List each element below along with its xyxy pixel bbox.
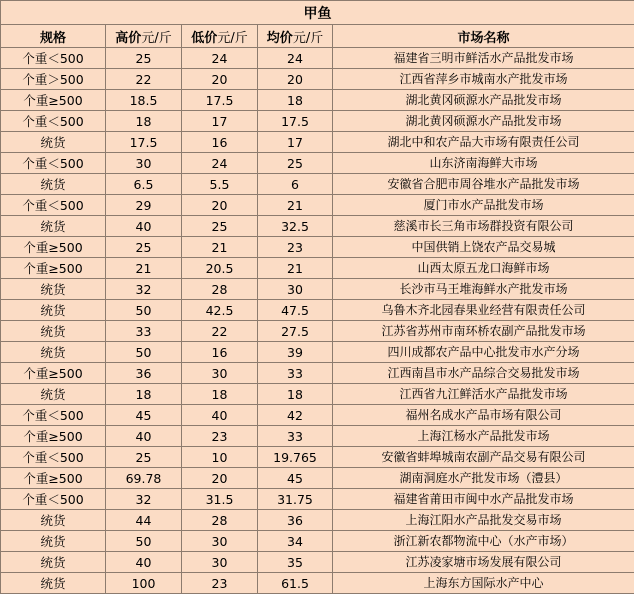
header-spec-label: 规格 [40,31,66,46]
high-price-cell: 29 [106,195,182,216]
high-price-cell: 45 [106,405,182,426]
spec-cell: 个重＜500 [1,111,106,132]
spec-cell: 统货 [1,531,106,552]
high-price-cell: 17.5 [106,132,182,153]
header-low-unit: 元/斤 [217,31,247,46]
low-price-cell: 25 [182,216,258,237]
header-avg-price [258,25,333,48]
high-price-cell: 69.78 [106,468,182,489]
spec-cell: 个重≥500 [1,468,106,489]
low-price-cell: 20.5 [182,258,258,279]
market-cell: 福建省莆田市闽中水产品批发市场 [333,489,634,510]
spec-cell: 个重≥500 [1,258,106,279]
high-price-cell: 44 [106,510,182,531]
avg-price-cell: 47.5 [258,300,333,321]
table-row [1,90,634,111]
avg-price-cell: 45 [258,468,333,489]
avg-price-cell: 31.75 [258,489,333,510]
avg-price-cell: 6 [258,174,333,195]
low-price-cell: 24 [182,48,258,69]
high-price-cell: 22 [106,69,182,90]
table-body [1,48,634,594]
high-price-cell: 6.5 [106,174,182,195]
table-row [1,552,634,573]
market-cell: 上海江杨水产品批发市场 [333,426,634,447]
spec-cell: 个重≥500 [1,363,106,384]
market-cell: 厦门市水产品批发市场 [333,195,634,216]
header-row [1,25,634,48]
high-price-cell: 100 [106,573,182,594]
avg-price-cell: 23 [258,237,333,258]
spec-cell: 统货 [1,300,106,321]
avg-price-cell: 17.5 [258,111,333,132]
avg-price-cell: 18 [258,90,333,111]
market-cell: 江西省萍乡市城南水产批发市场 [333,69,634,90]
table-row [1,573,634,594]
market-cell: 江西南昌市水产品综合交易批发市场 [333,363,634,384]
market-cell: 上海东方国际水产中心 [333,573,634,594]
market-cell: 山东济南海鲜大市场 [333,153,634,174]
high-price-cell: 25 [106,237,182,258]
avg-price-cell: 33 [258,363,333,384]
spec-cell: 个重＜500 [1,48,106,69]
high-price-cell: 33 [106,321,182,342]
header-market-label: 市场名称 [458,31,510,46]
spec-cell: 统货 [1,216,106,237]
table-row [1,153,634,174]
market-cell: 江苏凌家塘市场发展有限公司 [333,552,634,573]
market-cell: 长沙市马王堆海鲜水产批发市场 [333,279,634,300]
market-cell: 四川成都农产品中心批发市水产分场 [333,342,634,363]
high-price-cell: 18 [106,384,182,405]
header-avg-unit: 元/斤 [293,31,323,46]
table-row [1,111,634,132]
market-cell: 湖北黄冈硕源水产品批发市场 [333,111,634,132]
market-cell: 上海江阳水产品批发交易市场 [333,510,634,531]
high-price-cell: 40 [106,552,182,573]
table-row [1,321,634,342]
table-row [1,447,634,468]
spec-cell: 统货 [1,384,106,405]
market-cell: 湖北中和农产品大市场有限责任公司 [333,132,634,153]
market-cell: 福建省三明市鲜活水产品批发市场 [333,48,634,69]
avg-price-cell: 42 [258,405,333,426]
spec-cell: 个重≥500 [1,237,106,258]
spec-cell: 个重＜500 [1,489,106,510]
table-row [1,363,634,384]
market-cell: 江西省九江鲜活水产品批发市场 [333,384,634,405]
high-price-cell: 50 [106,342,182,363]
table-row [1,48,634,69]
low-price-cell: 28 [182,279,258,300]
spec-cell: 统货 [1,279,106,300]
high-price-cell: 25 [106,447,182,468]
low-price-cell: 23 [182,573,258,594]
market-cell: 慈溪市长三角市场群投资有限公司 [333,216,634,237]
avg-price-cell: 33 [258,426,333,447]
low-price-cell: 21 [182,237,258,258]
table-row [1,426,634,447]
low-price-cell: 20 [182,195,258,216]
spec-cell: 个重＜500 [1,153,106,174]
market-cell: 江苏省苏州市南环桥农副产品批发市场 [333,321,634,342]
avg-price-cell: 18 [258,384,333,405]
table-row [1,216,634,237]
table-row [1,489,634,510]
low-price-cell: 30 [182,531,258,552]
high-price-cell: 32 [106,489,182,510]
spec-cell: 统货 [1,552,106,573]
table-row [1,237,634,258]
spec-cell: 个重＞500 [1,69,106,90]
table-row [1,510,634,531]
market-cell: 乌鲁木齐北园春果业经营有限责任公司 [333,300,634,321]
high-price-cell: 25 [106,48,182,69]
low-price-cell: 24 [182,153,258,174]
low-price-cell: 23 [182,426,258,447]
header-low-label: 低价 [191,31,217,46]
title-row [1,1,634,25]
header-spec [1,25,106,48]
spec-cell: 个重＜500 [1,195,106,216]
low-price-cell: 18 [182,384,258,405]
low-price-cell: 30 [182,363,258,384]
low-price-cell: 16 [182,342,258,363]
high-price-cell: 18 [106,111,182,132]
spec-cell: 个重＜500 [1,405,106,426]
spec-cell: 个重≥500 [1,426,106,447]
table-row [1,300,634,321]
table-title: 甲鱼 [1,1,634,25]
table-row [1,384,634,405]
header-high-label: 高价 [115,31,141,46]
market-cell: 安徽省蚌埠城南农副产品交易有限公司 [333,447,634,468]
spec-cell: 统货 [1,342,106,363]
high-price-cell: 40 [106,426,182,447]
table-row [1,69,634,90]
table-row [1,279,634,300]
avg-price-cell: 61.5 [258,573,333,594]
spec-cell: 统货 [1,573,106,594]
avg-price-cell: 32.5 [258,216,333,237]
low-price-cell: 31.5 [182,489,258,510]
market-cell: 中国供销上饶农产品交易城 [333,237,634,258]
table-row [1,132,634,153]
avg-price-cell: 30 [258,279,333,300]
low-price-cell: 16 [182,132,258,153]
spec-cell: 统货 [1,132,106,153]
header-avg-label: 均价 [267,31,293,46]
avg-price-cell: 17 [258,132,333,153]
high-price-cell: 40 [106,216,182,237]
header-low-price [182,25,258,48]
table-row [1,195,634,216]
table-row [1,174,634,195]
table-row [1,531,634,552]
spec-cell: 个重≥500 [1,90,106,111]
low-price-cell: 28 [182,510,258,531]
high-price-cell: 21 [106,258,182,279]
spec-cell: 统货 [1,321,106,342]
low-price-cell: 20 [182,468,258,489]
avg-price-cell: 21 [258,195,333,216]
market-cell: 福州名成水产品市场有限公司 [333,405,634,426]
table-row [1,468,634,489]
market-cell: 浙江新农都物流中心（水产市场） [333,531,634,552]
avg-price-cell: 25 [258,153,333,174]
table-row [1,342,634,363]
market-cell: 湖南洞庭水产批发市场（澧县） [333,468,634,489]
spec-cell: 个重＜500 [1,447,106,468]
avg-price-cell: 34 [258,531,333,552]
market-cell: 湖北黄冈硕源水产品批发市场 [333,90,634,111]
low-price-cell: 40 [182,405,258,426]
high-price-cell: 50 [106,300,182,321]
low-price-cell: 5.5 [182,174,258,195]
avg-price-cell: 36 [258,510,333,531]
high-price-cell: 50 [106,531,182,552]
header-high-unit: 元/斤 [141,31,171,46]
avg-price-cell: 20 [258,69,333,90]
header-market-name [333,25,634,48]
high-price-cell: 30 [106,153,182,174]
low-price-cell: 17.5 [182,90,258,111]
high-price-cell: 32 [106,279,182,300]
low-price-cell: 17 [182,111,258,132]
avg-price-cell: 39 [258,342,333,363]
table-row [1,258,634,279]
high-price-cell: 18.5 [106,90,182,111]
spec-cell: 统货 [1,510,106,531]
low-price-cell: 20 [182,69,258,90]
low-price-cell: 42.5 [182,300,258,321]
market-cell: 安徽省合肥市周谷堆水产品批发市场 [333,174,634,195]
market-cell: 山西太原五龙口海鲜市场 [333,258,634,279]
avg-price-cell: 21 [258,258,333,279]
header-high-price [106,25,182,48]
high-price-cell: 36 [106,363,182,384]
avg-price-cell: 27.5 [258,321,333,342]
low-price-cell: 30 [182,552,258,573]
spec-cell: 统货 [1,174,106,195]
avg-price-cell: 24 [258,48,333,69]
low-price-cell: 22 [182,321,258,342]
low-price-cell: 10 [182,447,258,468]
avg-price-cell: 19.765 [258,447,333,468]
table-row [1,405,634,426]
avg-price-cell: 35 [258,552,333,573]
